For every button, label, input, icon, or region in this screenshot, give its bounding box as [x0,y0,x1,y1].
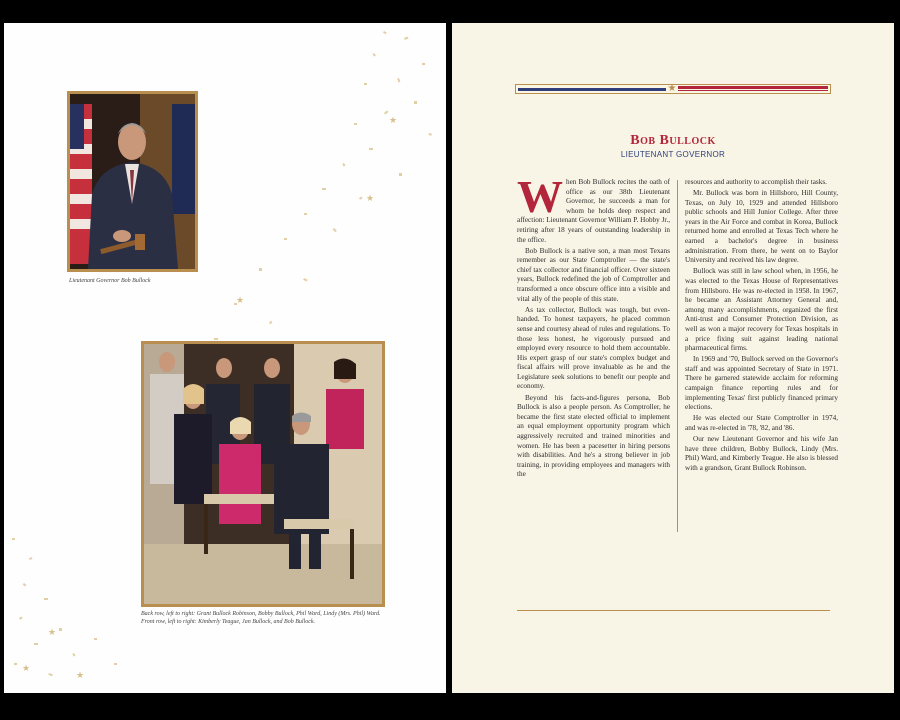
family-caption [141,610,401,626]
star-icon: ★ [236,296,245,306]
article-paragraph: Bullock was still in law school when, in 1956, he was elected to the Texas House of Representatives from Hillsboro. He was re-elected in 1958. In 1967, he became an Assistant Attorney General and, among many accomplishments, organized the first Anti-trust and Consumer Protection Division, as well as won a major recovery for Texas hospitals in a price fixing suit against leading national pharmaceutical firms. [685,267,838,353]
family-caption-line1: Back row, left to right: Grant Bullock Robinson, Bobby Bullock, Phil Ward, Lindy (Mrs. Phil) Ward. [141,611,381,617]
star-icon: ★ [667,83,677,94]
right-page [452,23,894,693]
column-divider [677,180,678,532]
star-icon: ★ [48,628,57,638]
page-title: Bob Bullock [630,133,716,148]
page-subtitle: LIEUTENANT GOVERNOR [620,150,726,159]
portrait-caption: Lieutenant Governor Bob Bullock [69,278,151,284]
article-paragraph: As tax collector, Bullock was tough, but even-handed. To honest taxpayers, he placed common sense and courtesy ahead of rules and regulations. To those less honest, he vigorously pursued and employed every resource to hold them accountable. His expert grasp of our state's complex budget and fiscal affairs will prove invaluable as he and the Legislature seek solutions to benefit our people and economy. [517,305,670,391]
article-column-2 [685,178,838,475]
article-paragraph: Our new Lieutenant Governor and his wife Jan have three children, Bobby Bullock, Lindy (Mrs. Phil) Ward, and Kimberly Teague. He also is blessed with a grandson, Grant Bullock Robinson. [685,434,838,472]
flag-red-stripe-thin [678,90,828,91]
article-paragraph: In 1969 and '70, Bullock served on the Governor's staff and was appointed Secretary of State in 1971. There he garnered statewide acclaim for reforming campaign finance reporting rules and for implementing Texas' first publicly financed primary elections. [685,355,838,412]
article-paragraph: He was elected our State Comptroller in 1974, and was re-elected in '78, '82, and '86. [685,414,838,432]
star-icon: ★ [366,194,375,204]
article-paragraph: Mr. Bullock was born in Hillsboro, Hill County, Texas, on July 10, 1929 and attended Hillsboro public schools and Hill Junior College. After three years in the Air Force and combat in Korea, Bullock returned home and enrolled at Texas Tech where he earned a bachelor's degree in business administration. From there, he went on to Baylor University and received his law degree. [685,189,838,265]
flag-divider [515,84,831,94]
article-column-1 [517,171,670,481]
article-paragraph: Beyond his facts-and-figures persona, Bob Bullock is also a people person. As Comptroller, he became the first state elected official to implement an equal employment opportunity program which aggressively recruited and trained minorities and women. He has been a pacesetter in hiring persons with disabilities. And he's a strong believer in job training, in providing employees and managers with the [517,393,670,479]
article-paragraph: Bob Bullock is a native son, a man most Texans remember as our State Comptroller — the state's chief tax collector and financial officer. Over sixteen years, Bullock redefined the job of Comptroller and transformed a once obscure office into a visible and vital ally of the people of this state. [517,246,670,303]
left-page [4,23,446,693]
paragraph-text: hen Bob Bullock recites the oath of office as our 38th Lieutenant Governor, he succeeds a man for whom he holds deep respect and affection: Lieutenant Governor William P. Hobby Jr., retiring after 18 years of outstanding leadership in the office. [517,178,670,244]
star-icon: ★ [76,671,85,681]
family-photo [141,341,385,607]
drop-cap: W [517,171,563,222]
article-paragraph: resources and authority to accomplish their tasks. [685,178,827,186]
star-icon: ★ [22,664,31,674]
star-icon: ★ [389,116,398,126]
family-caption-line2: Front row, left to right: Kimberly Teague, Jan Bullock, and Bob Bullock. [141,619,316,625]
bottom-rule [517,610,830,611]
portrait-photo [67,91,198,272]
flag-red-stripe [678,86,828,89]
article-paragraph [517,171,670,245]
flag-blue-stripe [518,88,666,91]
